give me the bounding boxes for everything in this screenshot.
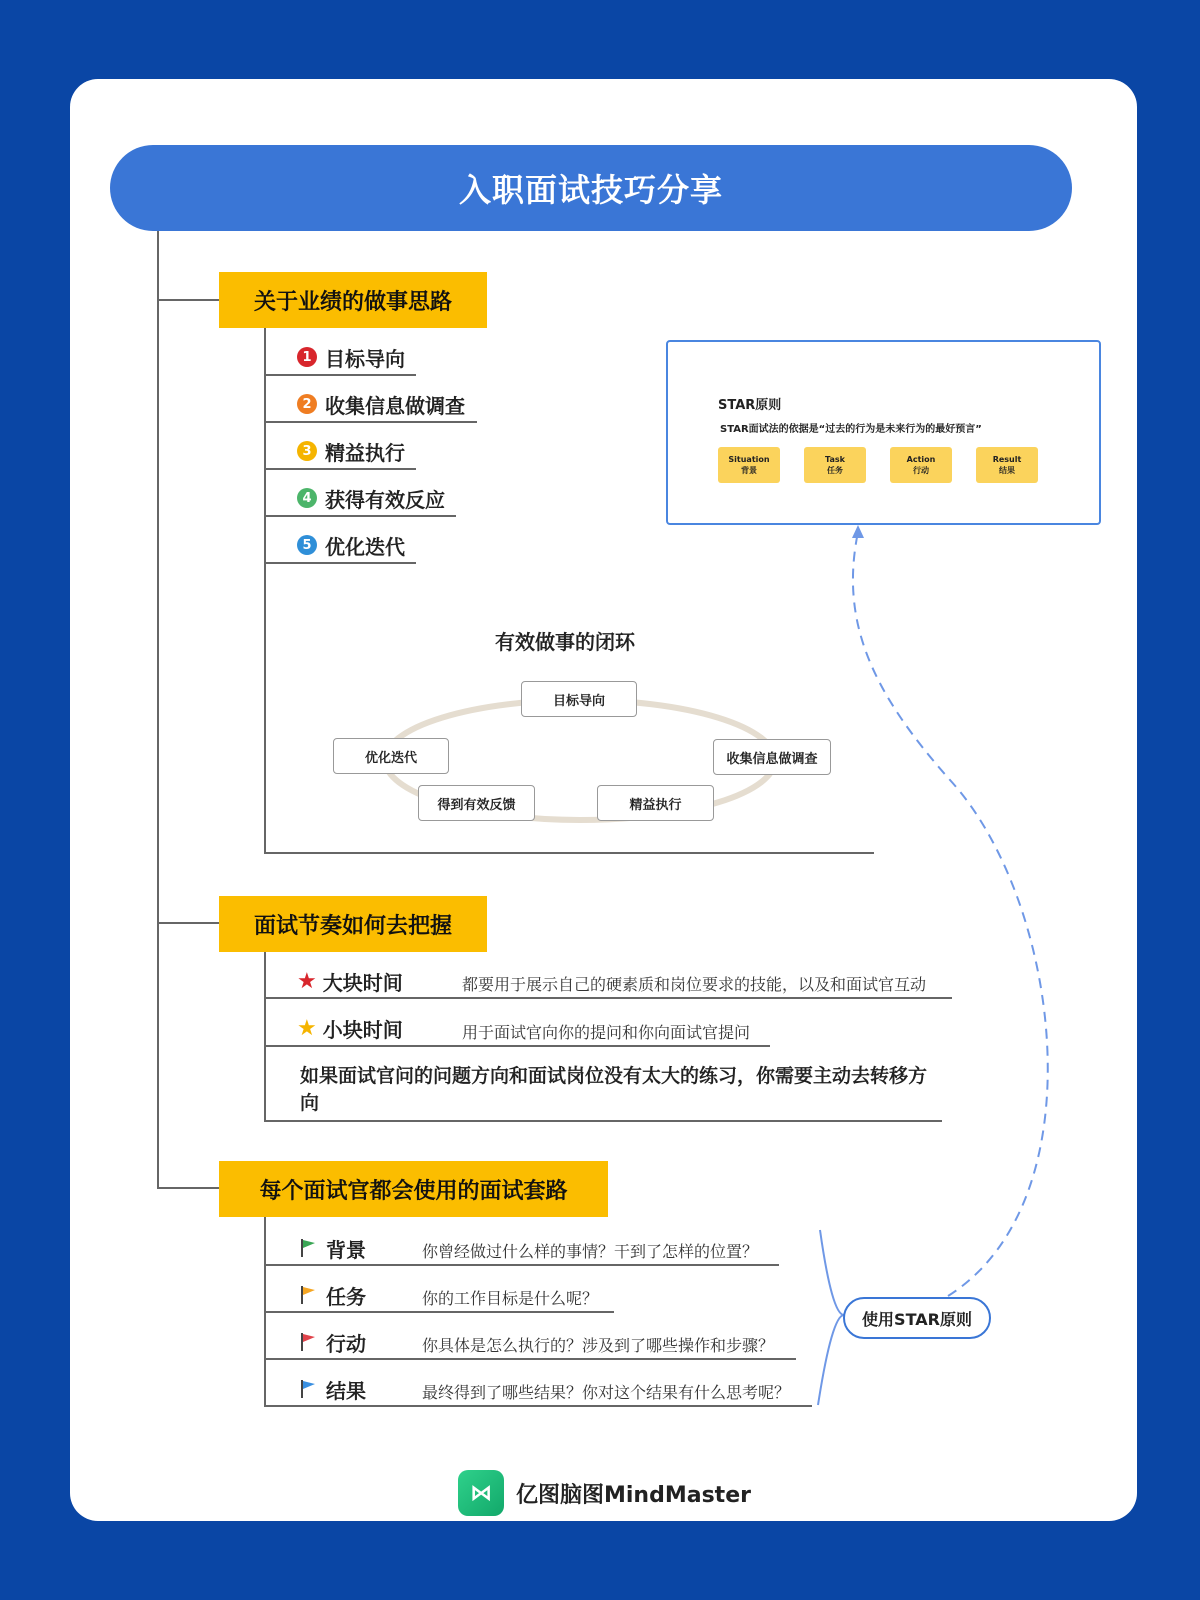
list-item-background[interactable] bbox=[300, 1233, 366, 1263]
item-underline bbox=[264, 1311, 614, 1313]
number-5-icon: 5 bbox=[297, 535, 317, 555]
item-underline bbox=[264, 1045, 770, 1047]
list-item-action[interactable] bbox=[300, 1327, 366, 1357]
star-red-icon: ★ bbox=[297, 968, 317, 994]
small-time-desc: 用于面试官向你的提问和你向面试官提问 bbox=[462, 1023, 751, 1042]
item-label: 获得有效反应 bbox=[325, 487, 445, 512]
list-item-result[interactable] bbox=[300, 1374, 366, 1404]
chip-en: Action bbox=[906, 455, 936, 464]
loop-title: 有效做事的闭环 bbox=[495, 630, 635, 654]
chip-en: Result bbox=[992, 455, 1022, 464]
flag-orange-icon bbox=[300, 1285, 316, 1305]
section-interview-routine[interactable]: 每个面试官都会使用的面试套路 bbox=[219, 1161, 608, 1217]
chip-zh: 行动 bbox=[913, 466, 929, 475]
loop-node-research[interactable]: 收集信息做调查 bbox=[713, 739, 831, 775]
item-underline bbox=[264, 1264, 779, 1266]
number-3-icon: 3 bbox=[297, 441, 317, 461]
number-4-icon: 4 bbox=[297, 488, 317, 508]
chip-zh: 任务 bbox=[827, 466, 843, 475]
item-label: 精益执行 bbox=[325, 440, 405, 465]
chip-en: Situation bbox=[728, 455, 770, 464]
item-label: 小块时间 bbox=[322, 1017, 403, 1042]
footer-brand bbox=[458, 1470, 751, 1516]
use-star-callout[interactable]: 使用STAR原则 bbox=[843, 1297, 991, 1339]
task-desc: 你的工作目标是什么呢？ bbox=[422, 1289, 599, 1308]
item-label: 任务 bbox=[326, 1284, 366, 1309]
item-underline bbox=[264, 1358, 796, 1360]
list-item-large-time[interactable] bbox=[297, 966, 403, 996]
section-interview-pace[interactable]: 面试节奏如何去把握 bbox=[219, 896, 487, 952]
chip-zh: 背景 bbox=[741, 466, 757, 475]
flag-red-icon bbox=[300, 1332, 316, 1352]
item-label: 结果 bbox=[326, 1378, 366, 1403]
flag-blue-icon bbox=[300, 1379, 316, 1399]
number-1-icon: 1 bbox=[297, 347, 317, 367]
item-label: 目标导向 bbox=[325, 346, 405, 371]
item-underline bbox=[264, 1405, 812, 1407]
loop-node-iterate[interactable]: 优化迭代 bbox=[333, 738, 449, 774]
item-underline bbox=[264, 997, 952, 999]
star-panel-subtitle: STAR面试法的依据是“过去的行为是未来行为的最好预言” bbox=[720, 424, 982, 435]
item-label: 行动 bbox=[326, 1331, 366, 1356]
list-item-small-time[interactable] bbox=[297, 1013, 403, 1043]
section2-trunk bbox=[264, 952, 266, 1122]
loop-node-goal[interactable]: 目标导向 bbox=[521, 681, 637, 717]
star-panel-title: STAR原则 bbox=[718, 398, 782, 413]
flag-green-icon bbox=[300, 1238, 316, 1258]
loop-node-execute[interactable]: 精益执行 bbox=[597, 785, 714, 821]
chip-en: Task bbox=[825, 455, 845, 464]
item-underline bbox=[264, 1120, 942, 1122]
action-desc: 你具体是怎么执行的？涉及到了哪些操作和步骤？ bbox=[422, 1336, 775, 1355]
redirect-note: 如果面试官问的问题方向和面试岗位没有太大的练习，你需要主动去转移方向 bbox=[300, 1065, 928, 1114]
number-2-icon: 2 bbox=[297, 394, 317, 414]
item-label: 优化迭代 bbox=[325, 534, 405, 559]
star-yellow-icon: ★ bbox=[297, 1015, 317, 1041]
section-performance[interactable]: 关于业绩的做事思路 bbox=[219, 272, 487, 328]
item-label: 背景 bbox=[326, 1237, 366, 1262]
loop-node-feedback[interactable]: 得到有效反馈 bbox=[418, 785, 535, 821]
mindmaster-logo-icon: ⋈ bbox=[458, 1470, 504, 1516]
main-title: 入职面试技巧分享 bbox=[110, 145, 1072, 231]
large-time-desc: 都要用于展示自己的硬素质和岗位要求的技能，以及和面试官互动 bbox=[462, 975, 927, 994]
list-item-task[interactable] bbox=[300, 1280, 366, 1310]
background-desc: 你曾经做过什么样的事情？干到了怎样的位置？ bbox=[422, 1242, 759, 1261]
chip-zh: 结果 bbox=[999, 466, 1015, 475]
item-label: 大块时间 bbox=[322, 970, 403, 995]
item-label: 收集信息做调查 bbox=[325, 393, 465, 418]
brand-name: 亿图脑图MindMaster bbox=[516, 1482, 751, 1508]
result-desc: 最终得到了哪些结果？你对这个结果有什么思考呢？ bbox=[422, 1383, 791, 1402]
